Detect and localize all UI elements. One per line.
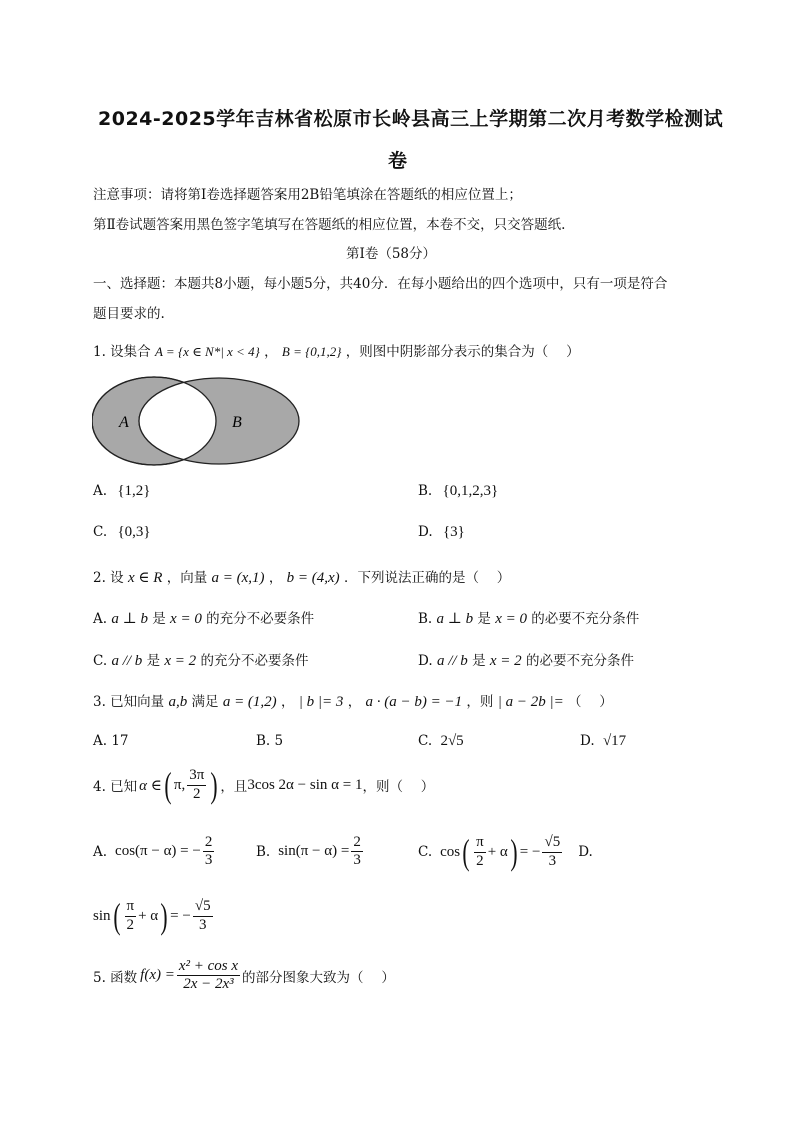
frac-den: 3	[353, 852, 361, 869]
option-value: {1,2}	[117, 483, 151, 499]
q4-option-a[interactable]	[93, 834, 216, 870]
q2-number: 2. 设	[93, 570, 124, 586]
q3-cond-1: a = (1,2)	[222, 694, 277, 710]
option-math: cos(π − α) = −	[115, 843, 201, 860]
q2-text: ，向量	[166, 570, 208, 586]
option-key: A.	[93, 483, 108, 499]
q1-number: 1. 设集合	[93, 344, 151, 360]
q3-text: 满足	[191, 694, 219, 710]
frac-den: 2	[476, 852, 484, 869]
q2-option-d[interactable]	[418, 649, 634, 670]
close-paren: )	[160, 896, 168, 936]
option-math: = −	[519, 843, 541, 860]
frac-num: x² + cos x	[177, 958, 240, 976]
option-fraction	[203, 834, 215, 870]
option-value: {0,1,2,3}	[442, 483, 499, 499]
frac-num: √5	[193, 898, 213, 916]
doc-title: 2024-2025学年吉林省松原市长岭县高三上学期第二次月考数学检测试	[98, 108, 724, 130]
option-math: a ⊥ b	[111, 611, 148, 627]
option-text: 的必要不充分条件	[531, 611, 640, 627]
q4-option-d-key[interactable]: D.	[578, 844, 593, 860]
q1-option-c[interactable]	[93, 524, 151, 541]
option-text: 是	[477, 611, 491, 627]
q5-stem-tail: 的部分图象大致为（ ）	[242, 969, 395, 986]
q1-option-b[interactable]	[418, 483, 498, 500]
option-key: C.	[93, 524, 108, 540]
option-key: D.	[418, 524, 433, 540]
q3-text: ，则	[466, 694, 494, 710]
q3-option-a[interactable]: A. 17	[93, 733, 129, 749]
q4-text: ，且	[220, 779, 248, 795]
frac-den: 2	[193, 785, 201, 802]
option-math: + α	[487, 843, 508, 860]
frac-num: π	[474, 834, 486, 852]
q2-vector-b: b = (4,x)	[286, 570, 340, 586]
part1-instructions-1: 一、选择题：本题共8小题，每小题5分，共40分．在每小题给出的四个选项中，只有一项是符合	[93, 276, 668, 292]
q2-vector-a: a = (x,1)	[211, 570, 265, 586]
q4-condition: 3cos 2α − sin α = 1	[247, 776, 363, 793]
q4-number: 4. 已知	[93, 779, 138, 795]
option-key: B.	[256, 843, 271, 860]
q4-open-paren: (	[164, 765, 172, 805]
option-key: B.	[418, 611, 433, 627]
option-math: sin(π − α) =	[278, 843, 350, 860]
section-heading: 第Ⅰ卷（58分）	[346, 246, 437, 262]
q4-fraction	[187, 767, 206, 803]
option-math: a ⊥ b	[436, 611, 474, 627]
question-5	[93, 958, 395, 994]
option-value: {3}	[442, 524, 465, 540]
q1-option-a[interactable]	[93, 483, 151, 500]
option-key: B.	[418, 483, 433, 499]
q4-option-c[interactable]	[418, 834, 593, 870]
open-paren: (	[462, 832, 470, 872]
q3-option-b[interactable]: B. 5	[256, 733, 284, 749]
option-text: 是	[472, 653, 486, 669]
q3-sep: ，	[347, 694, 362, 710]
option-math: x = 2	[164, 653, 197, 669]
q2-sep: ，	[268, 570, 283, 586]
frac-den: 3	[204, 852, 213, 869]
option-text: 是	[146, 653, 161, 669]
q3-number: 3. 已知向量	[93, 694, 165, 710]
notice-line-1: 注意事项：请将第Ⅰ卷选择题答案用2B铅笔填涂在答题纸的相应位置上；	[93, 187, 522, 203]
option-fraction	[125, 898, 137, 934]
q1-comma: ，	[264, 344, 278, 360]
q3-vectors: a,b	[168, 694, 188, 710]
question-2	[93, 566, 510, 587]
q3-target: | a − 2b |=	[497, 694, 564, 710]
option-key: A.	[93, 611, 108, 627]
option-math: = −	[170, 907, 191, 924]
q3-sep: ，	[280, 694, 295, 710]
doc-title-cont: 卷	[388, 150, 408, 172]
frac-den: 2x − 2x³	[183, 976, 234, 993]
option-key: D.	[580, 733, 595, 749]
q2-option-a[interactable]	[93, 607, 314, 628]
q1-set-b: B = {0,1,2}	[281, 344, 342, 359]
part1-instructions-2: 题目要求的.	[93, 306, 165, 322]
option-math: + α	[138, 907, 159, 924]
question-4	[93, 767, 434, 803]
option-math: x = 2	[489, 653, 522, 669]
question-1	[93, 340, 580, 360]
q2-option-c[interactable]	[93, 649, 308, 670]
q5-fraction	[177, 958, 240, 994]
option-fraction	[193, 898, 213, 934]
option-math: x = 0	[495, 611, 527, 627]
q2-stem-tail: ．下列说法正确的是（ ）	[343, 570, 511, 586]
q1-stem-tail: ，则图中阴影部分表示的集合为（ ）	[345, 344, 580, 360]
frac-num: π	[125, 898, 137, 916]
q3-option-c[interactable]	[418, 733, 464, 750]
q4-alpha-in: α ∈	[139, 777, 162, 794]
q3-cond-3: a · (a − b) = −1	[365, 694, 463, 710]
option-value: √17	[602, 733, 627, 749]
option-fraction	[351, 834, 363, 870]
q1-option-d[interactable]	[418, 524, 465, 541]
q1-set-a: A = {x ∈ N*| x < 4}	[154, 344, 260, 359]
option-text: 的充分不必要条件	[200, 653, 309, 669]
q4-option-d[interactable]	[93, 898, 215, 934]
venn-label-a: A	[119, 414, 129, 431]
option-value: {0,3}	[117, 524, 151, 540]
q4-option-b[interactable]	[256, 834, 365, 870]
q4-close-paren: )	[210, 765, 218, 805]
notice-line-2: 第Ⅱ卷试题答案用黑色签字笔填写在答题纸的相应位置，本卷不交，只交答题纸.	[93, 217, 566, 233]
q4-pi: π,	[173, 776, 186, 793]
frac-den: 2	[126, 916, 135, 933]
option-fraction	[474, 834, 486, 870]
q3-stem-tail: （ ）	[568, 694, 613, 710]
q3-cond-2: | b |= 3	[298, 694, 344, 710]
frac-num: 3π	[187, 767, 206, 785]
option-key: C.	[418, 733, 433, 749]
option-text: 的必要不充分条件	[525, 653, 634, 669]
option-text: 是	[152, 611, 166, 627]
question-3	[93, 690, 613, 711]
option-fraction	[542, 834, 562, 870]
option-key: C.	[418, 844, 433, 860]
option-math: a // b	[436, 653, 468, 669]
frac-den: 3	[548, 852, 557, 869]
option-fn: cos	[440, 843, 461, 860]
q3-option-d[interactable]	[580, 733, 626, 750]
option-text: 的充分不必要条件	[206, 611, 315, 627]
close-paren: )	[510, 832, 518, 872]
option-math: a // b	[111, 653, 143, 669]
frac-num: 2	[203, 834, 215, 852]
option-math: x = 0	[170, 611, 202, 627]
q2-option-b[interactable]	[418, 607, 639, 628]
open-paren: (	[112, 896, 121, 936]
q2-condition: x ∈ R	[127, 570, 163, 586]
option-value: 2√5	[440, 733, 464, 749]
option-key: C.	[93, 653, 108, 669]
frac-num: √5	[542, 834, 562, 852]
venn-diagram	[92, 375, 302, 467]
q4-stem-tail: ，则（ ）	[362, 779, 435, 795]
venn-label-b: B	[232, 414, 242, 431]
option-key: D.	[418, 653, 433, 669]
q5-function: f(x) =	[140, 967, 175, 984]
frac-den: 3	[198, 916, 207, 933]
frac-num: 2	[351, 834, 363, 852]
option-fn: sin	[93, 907, 111, 924]
q5-number: 5. 函数	[93, 969, 138, 986]
option-key: A.	[93, 843, 108, 860]
